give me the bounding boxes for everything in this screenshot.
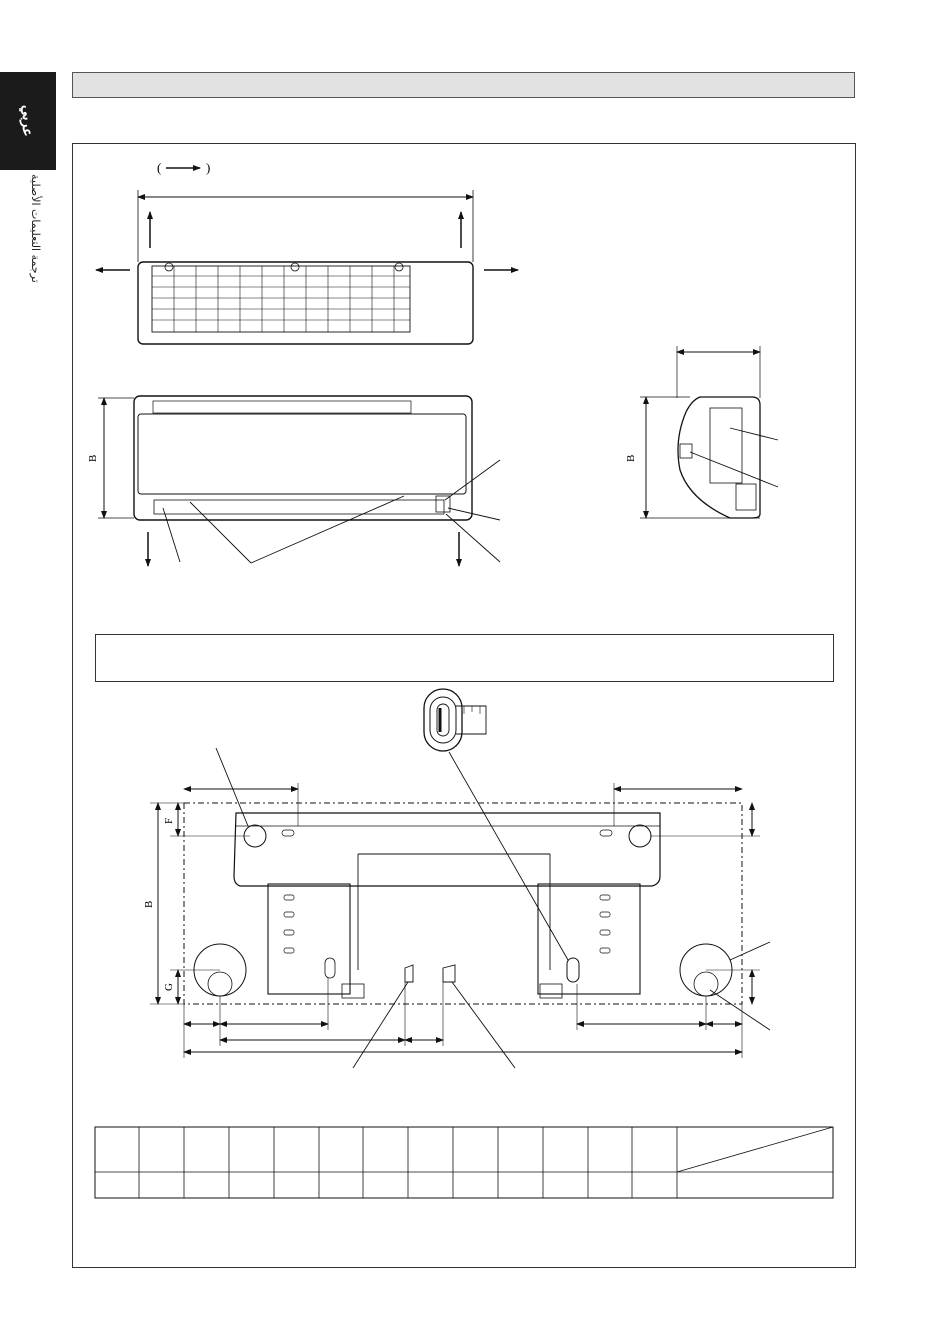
language-tab-subtitle: ترجمة التعليمات الأصلية (29, 174, 42, 283)
plate-bottom-offset-label: G (163, 983, 175, 991)
legend-close-paren: ) (206, 160, 211, 175)
mounting-plate (150, 748, 770, 1068)
spec-table (95, 1127, 833, 1198)
plate-top-offset-label: F (163, 817, 175, 824)
unit-front-view (98, 396, 500, 566)
airflow-legend (157, 160, 210, 175)
unit-side-view (640, 346, 778, 518)
plate-height-label: B (143, 900, 155, 908)
legend-open-paren: ( (157, 160, 162, 175)
unit-top-view (96, 190, 518, 344)
language-tab-label: عربي (20, 105, 36, 137)
tape-measure-detail (424, 689, 568, 960)
side-height-label: B (625, 454, 637, 462)
front-height-label: B (87, 454, 99, 462)
